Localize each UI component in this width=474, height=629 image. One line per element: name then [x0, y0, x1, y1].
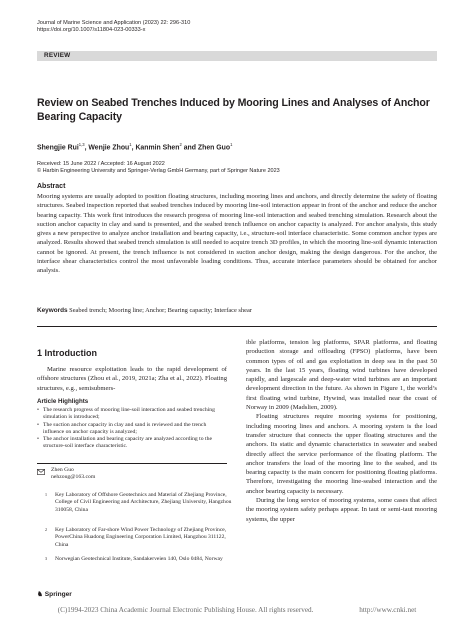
- highlights-divider: [37, 463, 227, 464]
- highlight-text: The suction anchor capacity in clay and sand is reviewed and the trench influence on anchor capacity is analyzed;: [43, 421, 207, 435]
- highlight-text: The anchor installation and bearing capacity are analyzed according to the structure-soil interface characteristic.: [43, 436, 212, 450]
- author-name[interactable]: Wenjie Zhou: [88, 144, 130, 152]
- section-divider: [37, 326, 437, 327]
- bullet-icon: •: [37, 436, 39, 443]
- cnki-footer: [0, 606, 474, 614]
- body-paragraph: ible platforms, tension leg platforms, SPAR platforms, and floating production storage and offloading (FPSO) platforms, have been common types of oil and gas exploitation in deep sea in the past 50 years. In the last 15 years, floating wind turbines have developed rapidly, and largescale and deep-water wind turbines are an important development direction in the future. As shown in Figure 1, the world’s first floating wind turbine, Hywind, was installed near the coast of Norway in 2009 (Madslien, 2009).: [246, 339, 437, 412]
- affiliation-number: 1: [45, 492, 47, 497]
- correspondence-block: [37, 467, 227, 482]
- affiliation-number: 2: [45, 527, 47, 532]
- corresponding-email[interactable]: nehzoug@163.com: [51, 474, 96, 481]
- publisher-name: Springer: [44, 591, 72, 598]
- keywords-text: Seabed trench; Mooring line; Anchor; Bearing capacity; Interface shear: [67, 307, 252, 314]
- article-dates: [37, 161, 280, 175]
- body-paragraph: Floating structures require mooring systems for positioning, including mooring lines and anchors. A mooring system is the load transfer structure that connects the upper floating structures and the anchors. Its static and dynamic characteristics in seawater and seabed directly affect the service performance of the floating platform. The anchor transfers the load of the mooring line to the seabed, and its bearing capacity is the main concern for positioning floating platforms. Therefore, investigating the mooring line-seabed interaction and the anchor bearing capacity is necessary.: [246, 413, 437, 495]
- corresponding-author: Zhen Guo: [51, 467, 74, 473]
- springer-horse-icon: ♞: [37, 591, 43, 598]
- highlights-title: Article Highlights: [37, 398, 89, 405]
- affiliation-3: [45, 556, 235, 563]
- author-affiliation-mark: 2: [179, 142, 182, 147]
- highlight-item: [37, 407, 227, 422]
- abstract-text: Mooring systems are usually adopted to position floating structures, including mooring lines and anchors, and directly determine the safety of floating structures. Seabed inspection reported that seabed trenches induced by mooring line-soil interaction appear in front of the anchor and reduce the anchor bearing capacity. This work first introduces the research progress of mooring line-soil interaction and seabed trenching simulation. Research about the suction anchor capacity in clay and sand is presented, and the seabed trench influence on anchor capacity is analyzed. For anchor analysis, this study gives a new perspective to analyze anchor installation and bearing capacity, i.e., structure-soil interface characteristic. Some common anchor types are analyzed. Results showed that seabed trench simulation is still needed to acquire trench 3D profiles, in which the mooring line-soil dynamic interaction cannot be ignored. At present, the trench influence is not considered in suction anchor design, making the design dangerous. For the anchor, the interface shear characteristics control the most unfavorable loading conditions. Thus, accurate interface parameters should be obtained for anchor analysis.: [37, 193, 437, 275]
- bullet-icon: •: [37, 407, 39, 413]
- keywords-label: Keywords: [37, 307, 68, 314]
- author-affiliation-mark: 1: [129, 142, 132, 147]
- author-affiliation-mark: 1,3: [78, 142, 85, 147]
- author-separator: ,: [131, 144, 136, 152]
- author-list: [37, 142, 232, 151]
- affiliation-number: 3: [45, 556, 47, 561]
- author-affiliation-mark: 1: [230, 142, 233, 147]
- envelope-icon: [37, 469, 45, 478]
- author-separator: and: [181, 144, 198, 152]
- received-accepted: Received: 15 June 2022 / Accepted: 16 August 2022: [37, 161, 165, 167]
- footer-copyright: (C)1994-2023 China Academic Journal Electronic Publishing House. All rights reserved.: [57, 606, 314, 614]
- publisher-logo: [37, 590, 72, 598]
- highlight-item: [37, 436, 227, 451]
- affiliation-text: Key Laboratory of Offshore Geotechnics and Material of Zhejiang Province, College of Civil Engineering and Architecture, Zhejiang University, Hangzhou 310058, China: [55, 492, 232, 513]
- intro-paragraph: Marine resource exploitation leads to the rapid development of offshore structures (Zhou et al., 2019, 2021a; Zha et al., 2022). Floating structures, e.g., semisubmers-: [37, 366, 227, 392]
- affiliation-1: [45, 492, 235, 514]
- keywords: [37, 307, 437, 314]
- journal-citation: Journal of Marine Science and Application (2023) 22: 296-310: [37, 20, 191, 26]
- author-name[interactable]: Kanmin Shen: [135, 144, 180, 152]
- left-column-text: [37, 365, 227, 393]
- highlight-item: [37, 422, 227, 437]
- author-separator: ,: [84, 144, 89, 152]
- copyright-line: © Harbin Engineering University and Springer-Verlag GmbH Germany, part of Springer Nature 2023: [37, 168, 280, 175]
- author-name[interactable]: Zhen Guo: [197, 144, 231, 152]
- review-banner: [37, 51, 437, 61]
- article-highlights: [37, 398, 227, 451]
- abstract-heading: Abstract: [37, 183, 66, 190]
- bullet-icon: •: [37, 421, 39, 428]
- paper-title: Review on Seabed Trenches Induced by Mooring Lines and Analyses of Anchor Bearing Capacity: [37, 97, 430, 123]
- author-name[interactable]: Shengjie Rui: [37, 144, 79, 152]
- doi-link[interactable]: https://doi.org/10.1007/s11804-023-00333-x: [37, 27, 146, 34]
- affiliation-text: Norwegian Geotechnical Institute, Sandakerveien 140, Oslo 0484, Norway: [55, 556, 223, 562]
- intro-heading: 1 Introduction: [37, 348, 97, 358]
- journal-header: [37, 20, 190, 34]
- affiliation-2: [45, 527, 235, 549]
- body-paragraph: During the long service of mooring systems, some cases that affect the mooring system safety perhaps appear. In taut or semi-taut mooring systems, the upper: [246, 497, 437, 523]
- right-column-text: [246, 338, 437, 524]
- affiliation-text: Key Laboratory of Far-shore Wind Power Technology of Zhejiang Province, PowerChina Huadong Engineering Corporation Limited, Hangzhou 311122, China: [55, 527, 227, 548]
- highlight-text: The research progress of mooring line-soil interaction and seabed trenching simulation is introduced;: [43, 407, 215, 421]
- footer-url[interactable]: http://www.cnki.net: [359, 606, 417, 614]
- section-label: REVIEW: [44, 52, 71, 59]
